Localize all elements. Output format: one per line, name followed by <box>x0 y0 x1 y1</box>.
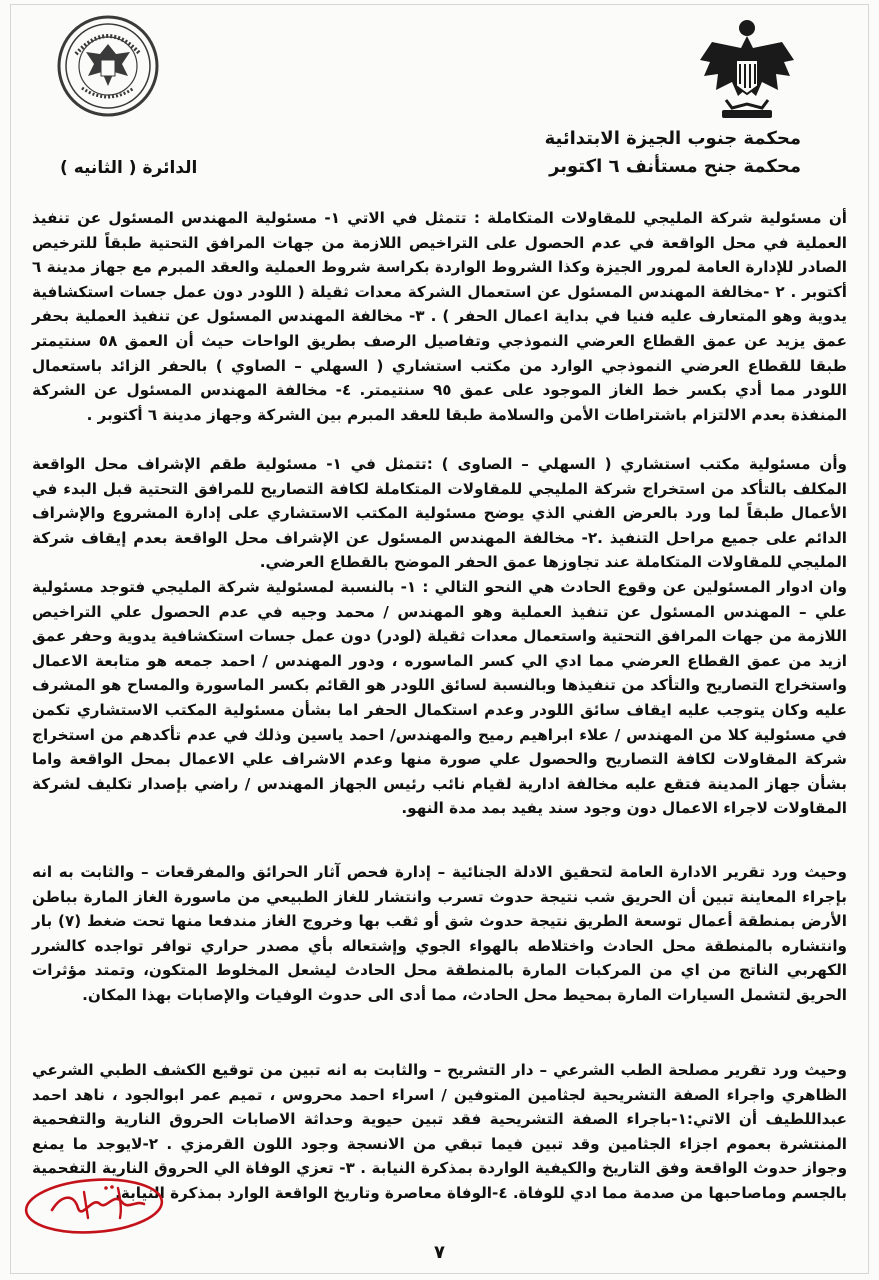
court-name-secondary: محكمة جنح مستأنف ٦ اكتوبر <box>549 156 801 177</box>
circuit-label: الدائرة ( الثانيه ) <box>60 158 198 178</box>
paragraph-forensic-fire-report: وحيث ورد تقرير الادارة العامة لتحقيق الادلة الجنائية – إدارة فحص آثار الحرائق والمفرقعات – والثابت به انه بإجراء المعاينة تبين أن الحريق شب نتيجة حدوث تسرب وانتشار للغاز الطبيعي من ماسورة الغاز المارة بباطن الأرض بمنطقة أعمال توسعة الطريق نتيجة حدوث شق أو ثقب بها وخروج الغاز مندفعا منها تحت ضغط (٧) بار وانتشاره بالمنطقة محل الحادث واختلاطه بالهواء الجوي وإشتعاله بأي مصدر حراري توافر تواجده كالشرر الكهربي الناتج من اي من المركبات المارة بالمنطقة محل الحادث ليشعل المخلوط المتكون، وتمتد مؤثرات الحريق لتشمل السيارات المارة بمحيط محل الحادث، مما أدى الى حدوث الوفيات والإصابات بهذا المكان. <box>32 863 847 1004</box>
page-number: ٧ <box>434 1242 445 1263</box>
paragraph-forensic-medicine-report: وحيث ورد تقرير مصلحة الطب الشرعي – دار التشريح – والثابت به انه تبين من توقيع الكشف الطبي الشرعي الظاهري واجراء الصفة التشريحية لجثامين المتوفين / اسراء احمد محروس ، تميم عمر ابوالجود ، ناهد احمد عبداللطيف أن الاتي:١-باجراء الصفة التشريحية فقد تبين حيوية وحداثة الاصابات الحروق النارية والتفحمية المنتشرة بعموم اجزاء الجثامين وقد تبين فيما تبقي من الانسجة وجود اللون القرمزي . ٢-لايوجد ما يمنع وجواز حدوث الواقعة وفق التاريخ والكيفية الواردة بمذكرة النيابة . ٣- تعزي الوفاة الي الحروق النارية التفحمية بالجسم وماصاحبها من صدمة مما ادي للوفاة. ٤-الوفاة معاصرة وتاريخ الواقعة الوارد بمذكرة النيابة. <box>32 1061 848 1202</box>
court-seal-icon <box>56 14 160 118</box>
paragraph-roles-of-responsible: وان ادوار المسئولين عن وقوع الحادث هي النحو التالي : ١- بالنسبة لمسئولية شركة المليجي فتوجد مسئولية علي – المهندس المسئول عن تنفيذ العملية وهو المهندس / محمد وجيه في عدم الحصول علي التراخيص اللازمة من جهات المرافق التحتية واستعمال معدات ثقيلة (لودر) دون عمل جسات استكشافية يدوية وحفر عمق ازيد من عمق القطاع العرضي مما ادي الي كسر الماسوره ، ودور المهندس / احمد جمعه هو متابعة الاعمال واستخراج التصاريح والتأكد من تنفيذها وبالنسبة لسائق اللودر هو القائم بكسر الماسورة والمساح هو المشرف عليه وكان يتوجب عليه ايقاف سائق اللودر وعدم استكمال الحفر اما بشأن مسئولية المكتب الاستشاري تكمن في مسئولية كلا من المهندس / علاء ابراهيم رميح والمهندس/ احمد ياسين وذلك في عدم تأكدهم من استخراج شركة المقاولات لكافة التصاريح والحصول علي صورة منها وعدم الاشراف علي الاعمال بمحل الواقعة واما بشأن جهاز المدينة فتقع عليه مخالفة ادارية لقيام نائب رئيس الجهاز المهندس / راضي بإصدار تكليف لشركة المقاولات لاجراء الاعمال دون وجود سند يفيد بمد مدة النهو. <box>32 578 847 818</box>
paragraph-consultant-liability: وأن مسئولية مكتب استشاري ( السهلي – الصاوى ) :تتمثل في ١- مسئولية طقم الإشراف محل الواقعة المكلف بالتأكد من استخراج شركة المليجي للمقاولات المتكاملة لكافة التصاريح للمرافق التحتية قبل البدء في الأعمال طبقاً لما ورد بالعرض الفني الذي يوضح مسئولية المكتب الاستشاري على إدارة المشروع والإشراف الدائم على جميع مراحل التنفيذ .٢- مخالفة المهندس المسئول عن الإشراف محل الواقعة بعدم إيقاف شركة المليجي للمقاولات المتكاملة عند تجاوزها عمق الحفر الموضح بالقطاع العرضي. <box>32 455 847 572</box>
handwritten-signature <box>22 1174 170 1238</box>
paragraph-contractor-liability: أن مسئولية شركة المليجي للمقاولات المتكاملة : تتمثل في الاتي ١- مسئولية المهندس المسئول عن تنفيذ العملية في محل الواقعة في عدم الحصول على التراخيص اللازمة من جهات المرافق التحتية طبقاً للترخيص الصادر للإدارة العامة لمرور الجيزة وكذا الشروط الواردة بكراسة شروط العملية والعقد المبرم مع جهاز مدينة ٦ أكتوبر . ٢ -مخالفة المهندس المسئول عن استعمال الشركة معدات ثقيلة ( اللودر دون عمل جسات استكشافية يدوية وهو المتعارف عليه فنيا في بداية اعمال الحفر ) . ٣- مخالفة المهندس المسئول عن تنفيذ العملية بحفر عمق يزيد عن عمق القطاع العرضي النموذجي وتفاصيل الرصف بطريق الواحات حيث أن العمق ٥٨ سنتيمتر طبقا للقطاع العرضي النموذجي الوارد من مكتب استشاري ( السهلي – الصاوي ) بالحفر الزائد باستعمال اللودر مما أدي بكسر خط الغاز الموجود على عمق ٩٥ سنتيمتر. ٤- مخالفة المهندس المسئول عن الشركة المنفذة بعدم الالتزام باشتراطات الأمن والسلامة طبقا للعقد المبرم بين الشركة وجهاز مدينة ٦ أكتوبر . <box>32 209 847 424</box>
eagle-of-saladin-icon <box>692 16 802 126</box>
court-name-primary: محكمة جنوب الجيزة الابتدائية <box>544 128 801 149</box>
